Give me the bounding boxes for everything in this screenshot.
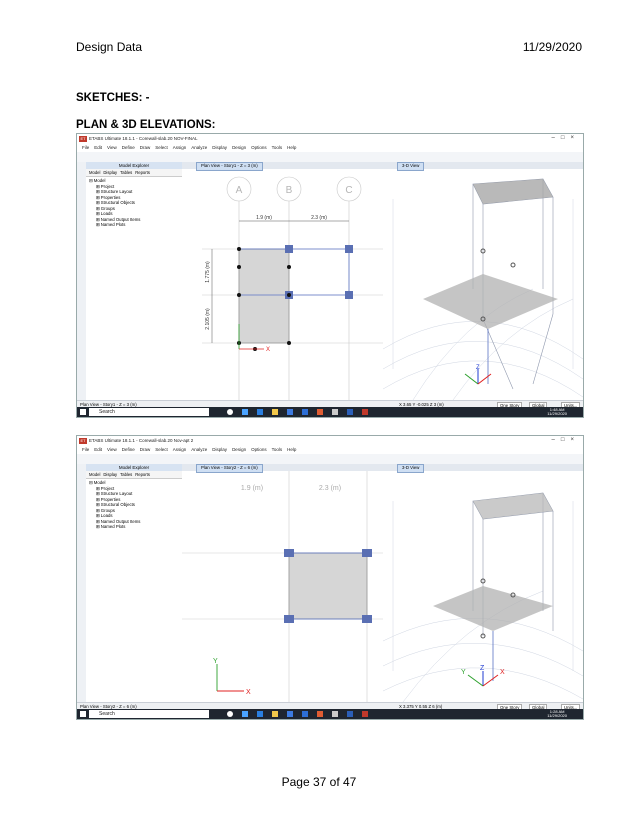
explorer-tabs [86, 471, 182, 479]
menu-display[interactable]: Display [212, 447, 228, 452]
3d-view-canvas[interactable] [383, 471, 583, 702]
tab-model[interactable]: Model [89, 472, 101, 477]
plan-view-pane[interactable] [182, 464, 384, 702]
menu-view[interactable]: View [107, 145, 117, 150]
file-explorer-icon[interactable] [272, 409, 278, 415]
model-tree [89, 480, 140, 530]
status-view: Plan View - Story2 - Z = 6 (m) [80, 704, 137, 709]
app-icon[interactable] [332, 409, 338, 415]
story-dropdown[interactable]: One Story [497, 704, 522, 711]
tab-reports[interactable]: Reports [135, 170, 150, 175]
menu-bar [77, 446, 583, 454]
dim-3: 1.775 (m) [205, 261, 211, 283]
axis-x-label-3d: X [500, 669, 505, 676]
store-icon[interactable] [287, 711, 293, 717]
explorer-tabs [86, 169, 182, 177]
chrome-icon[interactable] [317, 409, 323, 415]
tree-item[interactable]: ⊞ Groups [96, 507, 115, 513]
tree-item[interactable]: ⊞ Structural Objects [96, 502, 135, 507]
task-view-icon[interactable] [242, 409, 248, 415]
taskbar-clock: 1:28 AM 11/29/2020 [547, 708, 567, 718]
tab-reports[interactable]: Reports [135, 472, 150, 477]
tab-tables[interactable]: Tables [120, 170, 133, 175]
slab-area[interactable] [289, 553, 367, 619]
grid-bubble-a: A [235, 185, 243, 196]
menu-edit[interactable]: Edit [94, 145, 103, 150]
tree-item[interactable]: ⊞ Properties [96, 194, 121, 200]
menu-design[interactable]: Design [232, 447, 247, 452]
tree-item[interactable]: ⊞ Groups [96, 205, 115, 211]
task-view-icon[interactable] [242, 711, 248, 717]
axis-x-label: X [246, 689, 251, 696]
menu-select[interactable]: Select [155, 145, 168, 150]
explorer-title: Model Explorer [86, 162, 182, 169]
tree-item[interactable]: ⊞ Named Output Items [96, 216, 141, 222]
menu-bar [77, 144, 583, 152]
windows-taskbar [77, 709, 583, 719]
menu-options[interactable]: Options [251, 145, 267, 150]
tab-display[interactable]: Display [103, 472, 118, 477]
status-coords: X 3.375 Y 0.55 Z 6 (m) [399, 704, 443, 709]
edge-icon[interactable] [257, 711, 263, 717]
model-explorer [86, 464, 183, 702]
3d-view-tab[interactable]: 3-D View [397, 162, 424, 171]
menu-select[interactable]: Select [155, 447, 168, 452]
status-view: Plan View - Story1 - Z = 3 (m) [80, 402, 137, 407]
taskbar-search-box[interactable]: Search [89, 710, 209, 718]
slab-area[interactable] [239, 249, 289, 343]
etabs-taskbar-icon[interactable] [362, 711, 368, 717]
axis-y-label-3d: Y [461, 669, 466, 676]
window-controls[interactable]: –□× [551, 437, 580, 443]
tree-item[interactable]: ⊞ Structural Objects [96, 200, 135, 205]
tab-tables[interactable]: Tables [120, 472, 133, 477]
model-explorer [86, 162, 183, 400]
menu-file[interactable]: File [82, 145, 90, 150]
axis-z-label-3d: Z [476, 365, 480, 371]
menu-view[interactable]: View [107, 447, 117, 452]
word-icon[interactable] [347, 711, 353, 717]
section-sketches: SKETCHES: - [76, 92, 150, 104]
menu-draw[interactable]: Draw [139, 145, 151, 150]
grid-bubble-c: C [345, 185, 353, 196]
menu-tools[interactable]: Tools [271, 447, 283, 452]
tree-item[interactable]: ⊞ Project [96, 485, 115, 491]
3d-view-tab[interactable]: 3-D View [397, 464, 424, 473]
mail-icon[interactable] [302, 711, 308, 717]
tree-item[interactable]: ⊞ Named Output Items [96, 518, 141, 524]
tree-item[interactable]: ⊞ Loads [96, 211, 113, 216]
menu-assign[interactable]: Assign [172, 447, 187, 452]
etabs-screenshot-story2 [76, 435, 584, 720]
tree-item[interactable]: ⊞ Named Plots [96, 222, 126, 227]
windows-start-icon[interactable] [80, 409, 86, 415]
plan-view-tab[interactable]: Plan View - Story1 - Z = 3 (m) [196, 162, 263, 171]
menu-design[interactable]: Design [232, 145, 247, 150]
menu-analyze[interactable]: Analyze [191, 447, 208, 452]
page-footer: Page 37 of 47 [281, 775, 357, 789]
windows-start-icon[interactable] [80, 711, 86, 717]
status-coords: X 3.65 Y -0.025 Z 3 (m) [399, 402, 444, 407]
store-icon[interactable] [287, 409, 293, 415]
windows-taskbar [77, 407, 583, 417]
tree-item[interactable]: ⊞ Properties [96, 496, 121, 502]
plan-view-tab[interactable]: Plan View - Story2 - Z = 6 (m) [196, 464, 263, 473]
tree-item[interactable]: ⊞ Loads [96, 513, 113, 518]
dim-2: 2.3 (m) [311, 215, 327, 221]
tree-root[interactable]: ⊟ Model [89, 480, 106, 485]
tree-item[interactable]: ⊞ Structure Layout [96, 491, 133, 496]
window-controls[interactable]: –□× [551, 135, 580, 141]
plan-view-canvas[interactable] [182, 169, 383, 400]
tab-model[interactable]: Model [89, 170, 101, 175]
taskbar-clock: 1:48 AM 11/29/2020 [547, 406, 567, 416]
explorer-title: Model Explorer [86, 464, 182, 471]
menu-tools[interactable]: Tools [271, 145, 283, 150]
cortana-icon[interactable] [227, 409, 233, 415]
3d-view-canvas[interactable] [383, 169, 583, 400]
word-icon[interactable] [347, 409, 353, 415]
edge-icon[interactable] [257, 409, 263, 415]
tree-root[interactable]: ⊟ Model [89, 178, 106, 183]
window-title: ETABS Ultimate 18.1.1 - Corewall-slab.20 NOV-FINAL [89, 136, 198, 141]
menu-define[interactable]: Define [121, 447, 135, 452]
chrome-icon[interactable] [317, 711, 323, 717]
tree-item[interactable]: ⊞ Named Plots [96, 524, 126, 529]
window-title: ETABS Ultimate 18.1.1 - Corewall-slab.20 Nov-apt 2 [89, 438, 194, 443]
tree-item[interactable]: ⊞ Project [96, 183, 115, 189]
plan-view-pane[interactable] [182, 162, 384, 400]
axis-y-label: Y [213, 658, 218, 665]
window-titlebar [77, 436, 583, 446]
dim-1: 1.9 (m) [256, 215, 272, 221]
menu-define[interactable]: Define [121, 145, 135, 150]
dim-1: 1.9 (m) [240, 485, 264, 492]
menu-assign[interactable]: Assign [172, 145, 187, 150]
units-button[interactable]: Units... [561, 704, 580, 711]
taskbar-search-box[interactable]: Search [89, 408, 209, 416]
tree-item[interactable]: ⊞ Structure Layout [96, 189, 133, 194]
page-header-title: Design Data [76, 40, 143, 54]
page-header-date: 11/29/2020 [522, 40, 582, 54]
etabs-screenshot-story1 [76, 133, 584, 418]
menu-help[interactable]: Help [287, 447, 297, 452]
3d-view-pane[interactable] [383, 162, 583, 400]
units-button[interactable]: Units... [561, 402, 580, 409]
app-icon[interactable] [332, 711, 338, 717]
grid-bubble-b: B [285, 185, 293, 196]
column-markers[interactable] [285, 245, 353, 299]
story-dropdown[interactable]: One Story [497, 402, 522, 409]
menu-analyze[interactable]: Analyze [191, 145, 208, 150]
dim-2: 2.3 (m) [318, 485, 342, 492]
tab-display[interactable]: Display [103, 170, 118, 175]
file-explorer-icon[interactable] [272, 711, 278, 717]
menu-options[interactable]: Options [251, 447, 267, 452]
global-dropdown[interactable]: Global [529, 402, 547, 409]
model-tree [89, 178, 140, 228]
axis-z-label-3d: Z [480, 665, 485, 672]
dim-4: 2.105 (m) [205, 308, 211, 330]
menu-draw[interactable]: Draw [139, 447, 151, 452]
axis-x-label: X [266, 347, 271, 353]
menu-display[interactable]: Display [212, 145, 228, 150]
etabs-taskbar-icon[interactable] [362, 409, 368, 415]
global-dropdown[interactable]: Global [529, 704, 547, 711]
mail-icon[interactable] [302, 409, 308, 415]
etabs-logo-icon: ET [80, 438, 86, 443]
menu-help[interactable]: Help [287, 145, 297, 150]
menu-edit[interactable]: Edit [94, 447, 103, 452]
section-plan-3d: PLAN & 3D ELEVATIONS: [76, 119, 216, 131]
window-titlebar [77, 134, 583, 144]
3d-view-pane[interactable] [383, 464, 583, 702]
etabs-logo-icon: ET [80, 136, 86, 141]
cortana-icon[interactable] [227, 711, 233, 717]
menu-file[interactable]: File [82, 447, 90, 452]
plan-view-canvas[interactable] [182, 471, 383, 702]
